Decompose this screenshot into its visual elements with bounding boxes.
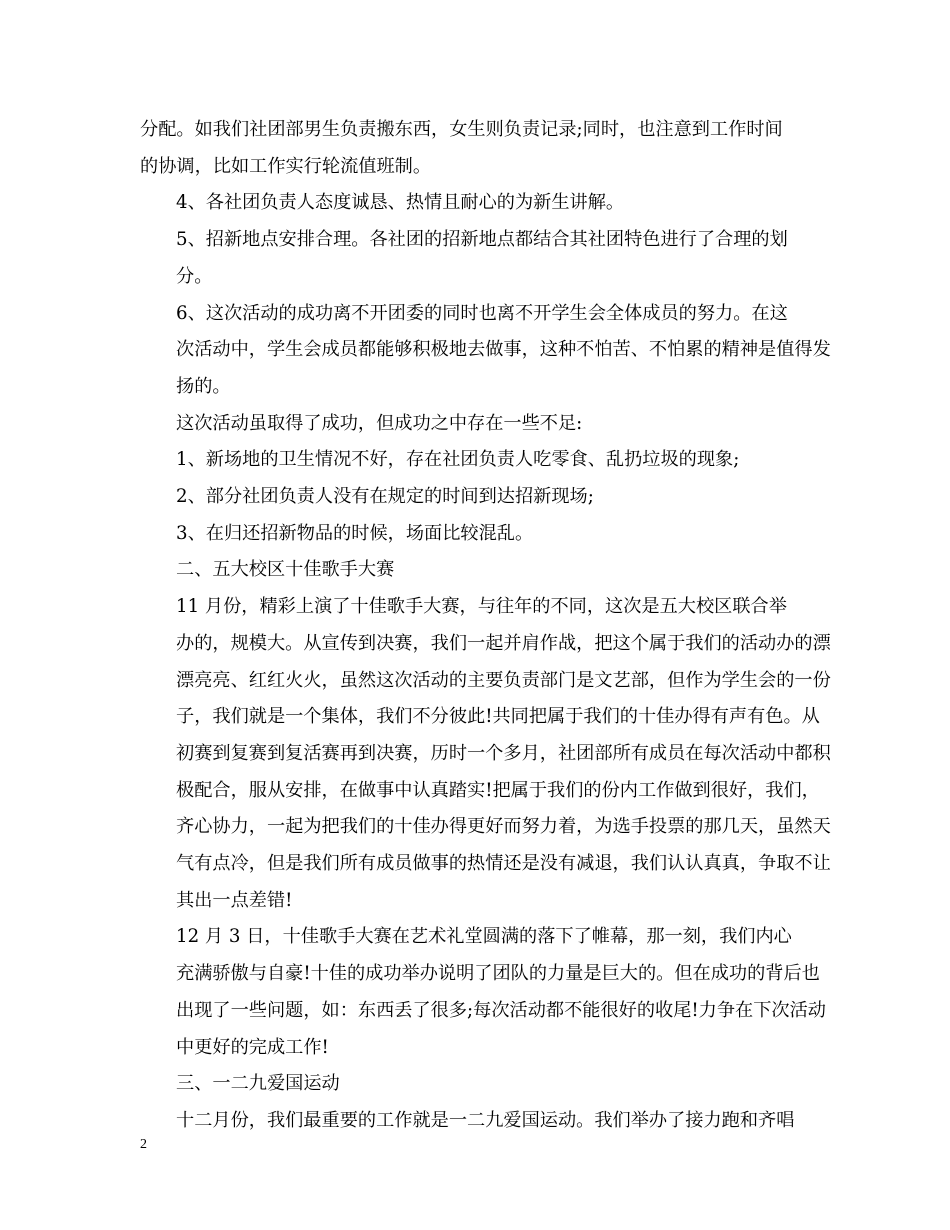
text-line: 1、新场地的卫生情况不好，存在社团负责人吃零食、乱扔垃圾的现象;: [176, 449, 740, 471]
text-line: 三、一二九爱国运动: [176, 1073, 340, 1095]
text-line: 12 月 3 日，十佳歌手大赛在艺术礼堂圆满的落下了帷幕，那一刻，我们内心: [176, 926, 792, 948]
text-line: 其出一点差错!: [176, 889, 293, 911]
paragraph: [140, 1066, 815, 1103]
paragraph: [140, 185, 815, 222]
text-line: 4、各社团负责人态度诚恳、热情且耐心的为新生讲解。: [176, 192, 625, 214]
paragraph: [140, 479, 815, 516]
paragraph: [140, 442, 815, 479]
text-line: 分配。如我们社团部男生负责搬东西，女生则负责记录;同时，也注意到工作时间: [140, 119, 783, 140]
paragraph: [140, 406, 815, 443]
text-line: 次活动中，学生会成员都能够积极地去做事，这种不怕苦、不怕累的精神是值得发: [176, 339, 831, 361]
text-line: 十二月份，我们最重要的工作就是一二九爱国运动。我们举办了接力跑和齐唱: [176, 1109, 795, 1131]
text-line: 漂亮亮、红红火火，虽然这次活动的主要负责部门是文艺部，但作为学生会的一份: [176, 669, 831, 691]
text-line: 11 月份，精彩上演了十佳歌手大赛，与往年的不同，这次是五大校区联合举: [176, 596, 787, 618]
text-line: 子，我们就是一个集体，我们不分彼此!共同把属于我们的十佳办得有声有色。从: [176, 706, 820, 728]
paragraph: [140, 552, 815, 589]
paragraph: [140, 919, 826, 1066]
text-line: 初赛到复赛到复活赛再到决赛，历时一个多月，社团部所有成员在每次活动中都积: [176, 742, 831, 764]
paragraph: [140, 112, 815, 185]
text-line: 办的，规模大。从宣传到决赛，我们一起并肩作战，把这个属于我们的活动办的漂: [176, 632, 831, 654]
text-line: 出现了一些问题，如：东西丢了很多;每次活动都不能很好的收尾!力争在下次活动: [176, 999, 826, 1021]
paragraph: [140, 589, 831, 919]
text-line: 气有点冷，但是我们所有成员做事的热情还是没有减退，我们认认真真，争取不让: [176, 853, 831, 875]
text-line: 这次活动虽取得了成功，但成功之中存在一些不足:: [176, 412, 583, 434]
document-body: [140, 112, 831, 1140]
text-line: 的协调，比如工作实行轮流值班制。: [140, 155, 432, 177]
text-line: 二、五大校区十佳歌手大赛: [176, 559, 395, 581]
text-line: 极配合，服从安排，在做事中认真踏实!把属于我们的份内工作做到很好，我们，: [176, 779, 820, 801]
text-line: 5、招新地点安排合理。各社团的招新地点都结合其社团特色进行了合理的划: [176, 229, 788, 251]
text-line: 中更好的完成工作!: [176, 1036, 329, 1058]
text-line: 6、这次活动的成功离不开团委的同时也离不开学生会全体成员的努力。在这: [176, 302, 788, 324]
paragraph: [140, 516, 815, 553]
text-line: 2、部分社团负责人没有在规定的时间到达招新现场;: [176, 486, 594, 508]
page-number: 2: [140, 1137, 147, 1152]
paragraph: [140, 222, 815, 295]
text-line: 充满骄傲与自豪!十佳的成功举办说明了团队的力量是巨大的。但在成功的背后也: [176, 963, 820, 985]
text-line: 分。: [176, 265, 213, 287]
text-line: 扬的。: [176, 375, 231, 397]
text-line: 齐心协力，一起为把我们的十佳办得更好而努力着，为选手投票的那几天，虽然天: [176, 816, 831, 838]
paragraph: [140, 1103, 815, 1140]
paragraph: [140, 296, 831, 406]
text-line: 3、在归还招新物品的时候，场面比较混乱。: [176, 522, 534, 544]
